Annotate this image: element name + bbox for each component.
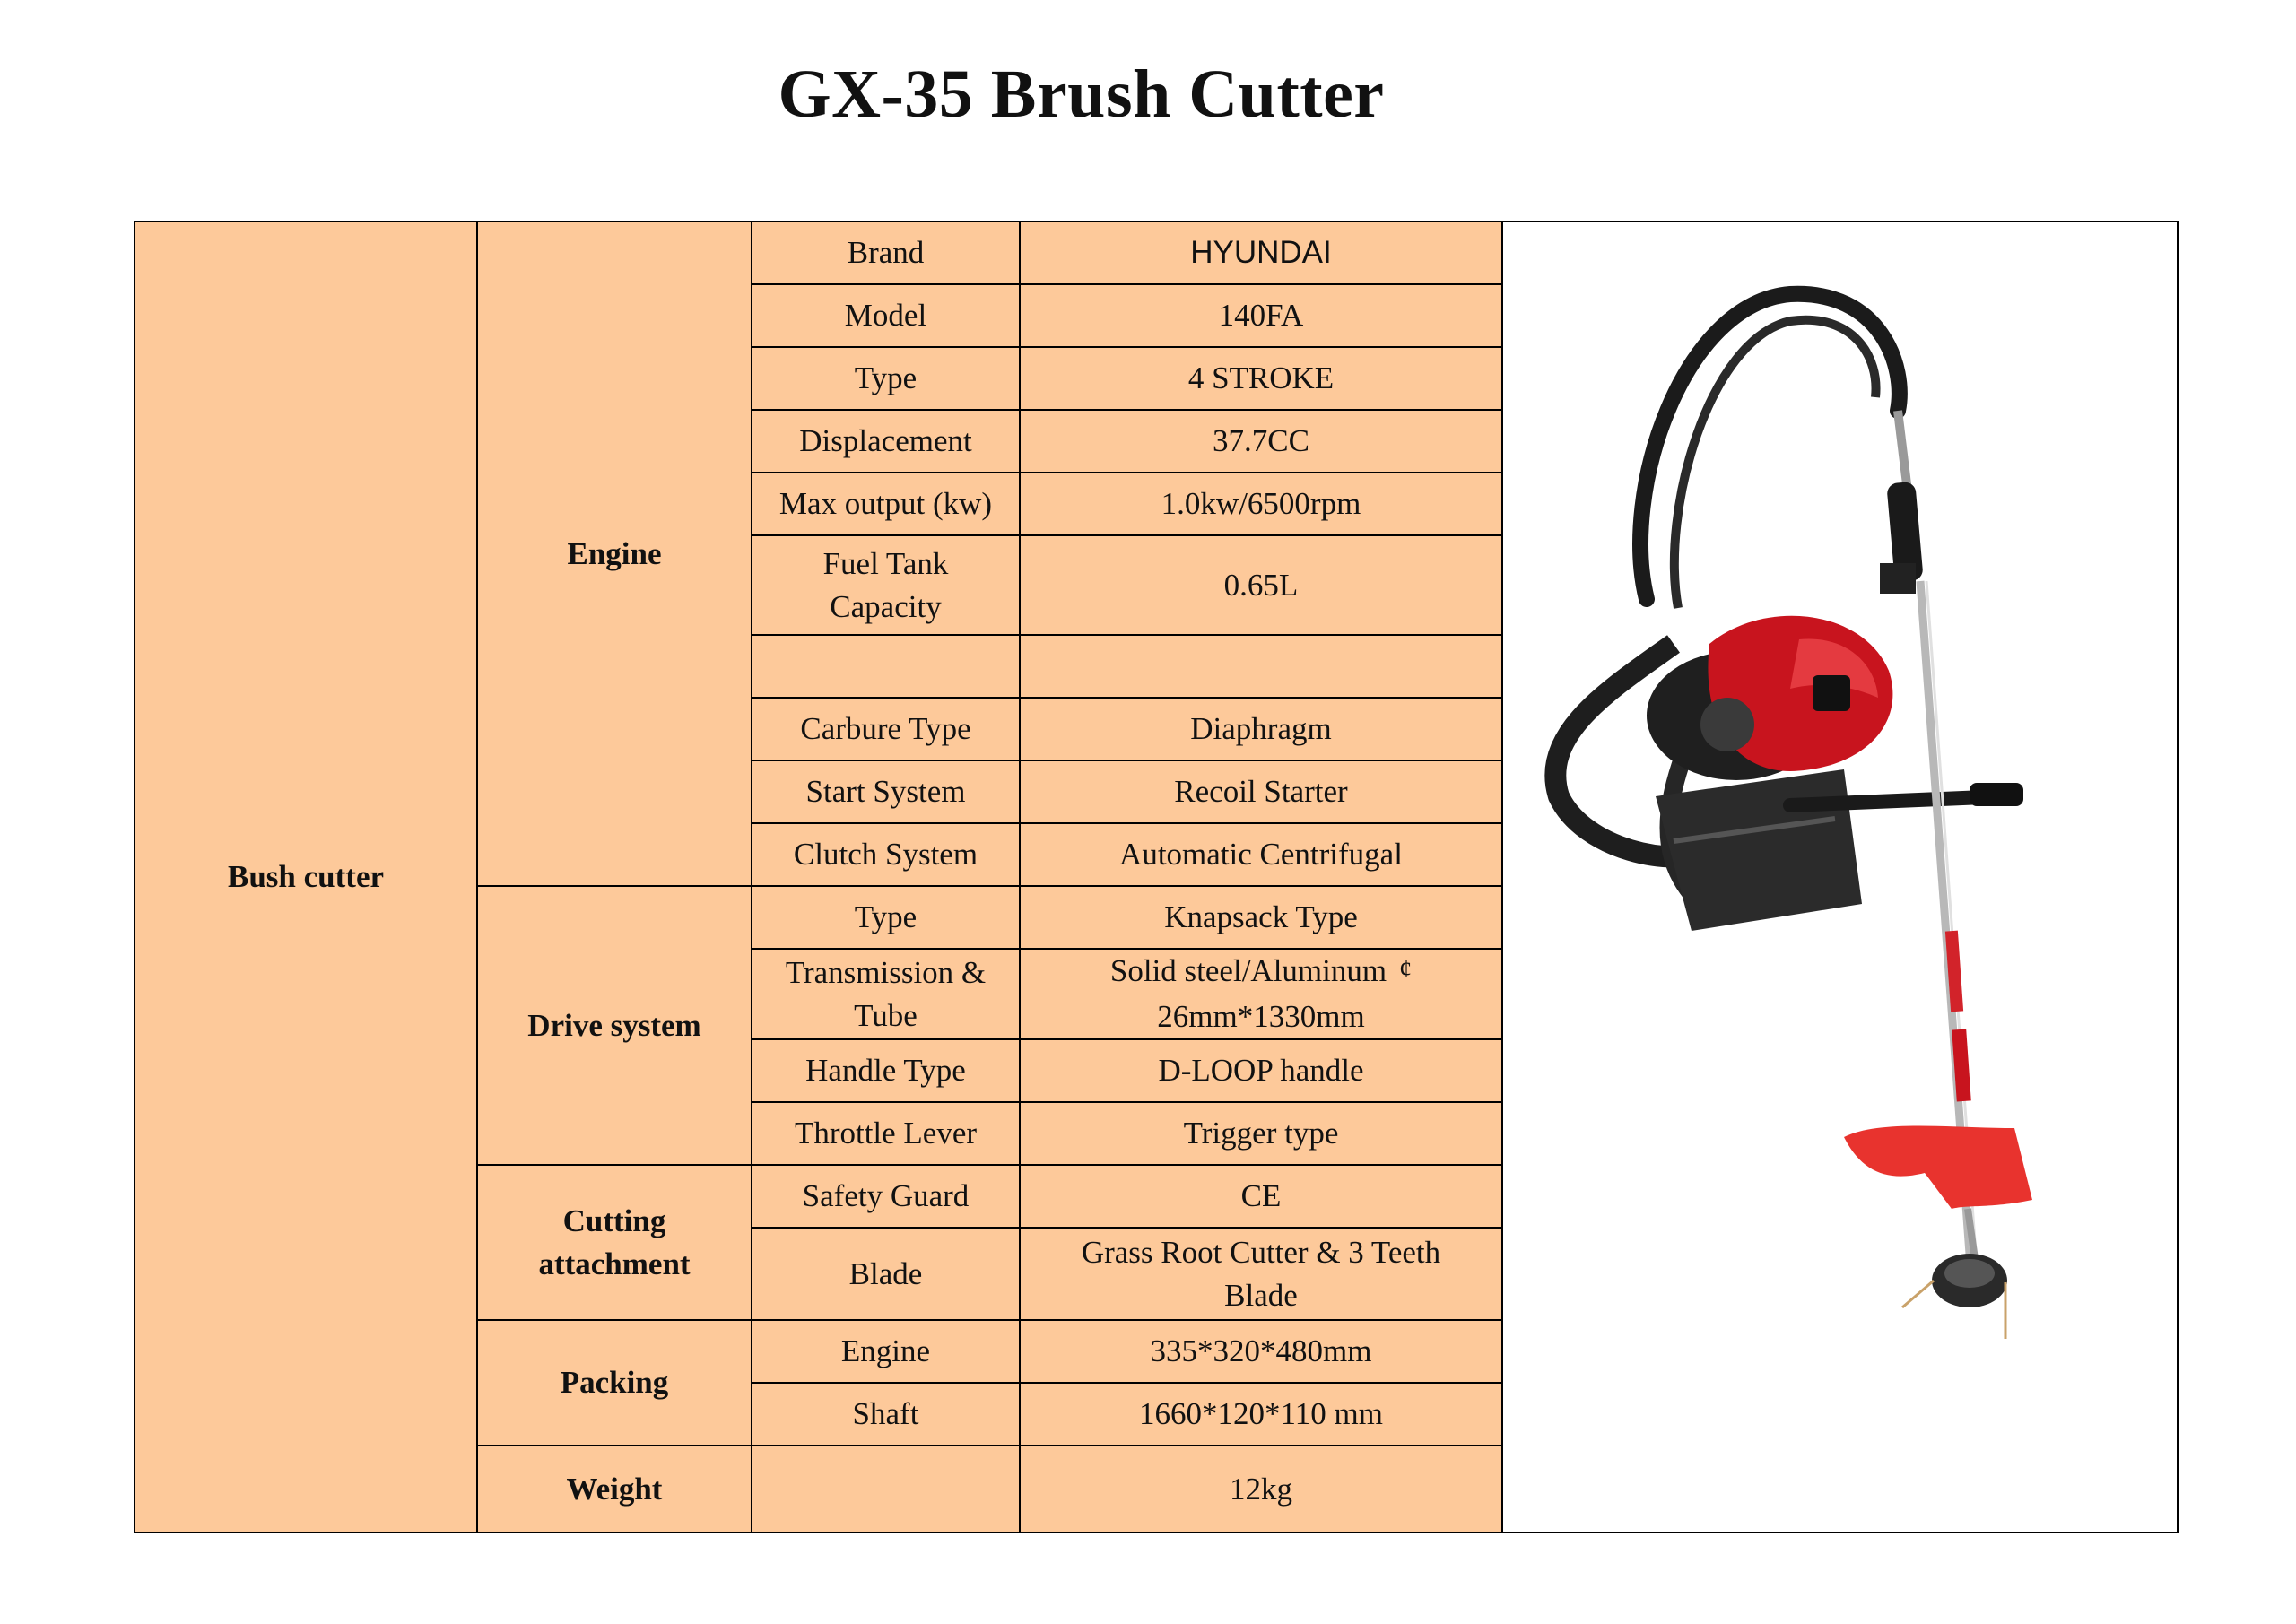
section-drive-system: Drive system [477, 886, 752, 1165]
spec-label: Max output (kw) [752, 473, 1020, 535]
label-line: Cutting [562, 1203, 666, 1238]
spec-label [752, 949, 1020, 1039]
spec-value [1020, 949, 1502, 1039]
section-cutting-attachment [477, 1165, 752, 1320]
spec-label: Throttle Lever [752, 1102, 1020, 1165]
spec-label: Type [752, 886, 1020, 949]
section-engine: Engine [477, 221, 752, 886]
label-line: Tube [854, 997, 918, 1033]
spec-value: 140FA [1020, 284, 1502, 347]
spec-value: 1660*120*110 mm [1020, 1383, 1502, 1446]
diameter-symbol: ¢ [1399, 956, 1413, 984]
spec-value: HYUNDAI [1020, 221, 1502, 284]
spec-label: Shaft [752, 1383, 1020, 1446]
spec-label: Clutch System [752, 823, 1020, 886]
spec-value: 37.7CC [1020, 410, 1502, 473]
spec-value: Trigger type [1020, 1102, 1502, 1165]
spec-value: Automatic Centrifugal [1020, 823, 1502, 886]
spec-label-empty [752, 635, 1020, 698]
value-line: Grass Root Cutter & 3 Teeth [1081, 1234, 1441, 1270]
page-title: GX-35 Brush Cutter [778, 56, 1385, 132]
spec-label: Handle Type [752, 1039, 1020, 1102]
value-line: Solid steel/Aluminum [1109, 953, 1387, 988]
product-photo [1502, 221, 2178, 1533]
spec-label: Blade [752, 1228, 1020, 1320]
section-packing: Packing [477, 1320, 752, 1446]
spec-label: Carbure Type [752, 698, 1020, 760]
spec-value: 0.65L [1020, 535, 1502, 635]
spec-table [134, 221, 2179, 1533]
value-line: 26mm*1330mm [1157, 999, 1365, 1034]
spec-value: Knapsack Type [1020, 886, 1502, 949]
spec-value: 1.0kw/6500rpm [1020, 473, 1502, 535]
spec-value: Recoil Starter [1020, 760, 1502, 823]
spec-value: 4 STROKE [1020, 347, 1502, 410]
brush-cutter-photo [1503, 222, 2179, 1527]
spec-label: Model [752, 284, 1020, 347]
spec-label: Displacement [752, 410, 1020, 473]
spec-label: Start System [752, 760, 1020, 823]
spec-label: Engine [752, 1320, 1020, 1383]
value-line: Blade [1224, 1277, 1298, 1313]
spec-value: 335*320*480mm [1020, 1320, 1502, 1383]
spec-label: Type [752, 347, 1020, 410]
spec-label-empty [752, 1446, 1020, 1533]
label-line: attachment [538, 1246, 691, 1281]
spec-label: Brand [752, 221, 1020, 284]
label-line: Transmission & [785, 954, 987, 990]
spec-value: 12kg [1020, 1446, 1502, 1533]
spec-value: Diaphragm [1020, 698, 1502, 760]
label-line: Capacity [830, 588, 942, 624]
spec-value: CE [1020, 1165, 1502, 1228]
spec-value-empty [1020, 635, 1502, 698]
spec-label [752, 535, 1020, 635]
product-category: Bush cutter [135, 221, 477, 1533]
spec-label: Safety Guard [752, 1165, 1020, 1228]
section-weight: Weight [477, 1446, 752, 1533]
spec-value: D-LOOP handle [1020, 1039, 1502, 1102]
label-line: Fuel Tank [822, 545, 949, 581]
spec-value [1020, 1228, 1502, 1320]
